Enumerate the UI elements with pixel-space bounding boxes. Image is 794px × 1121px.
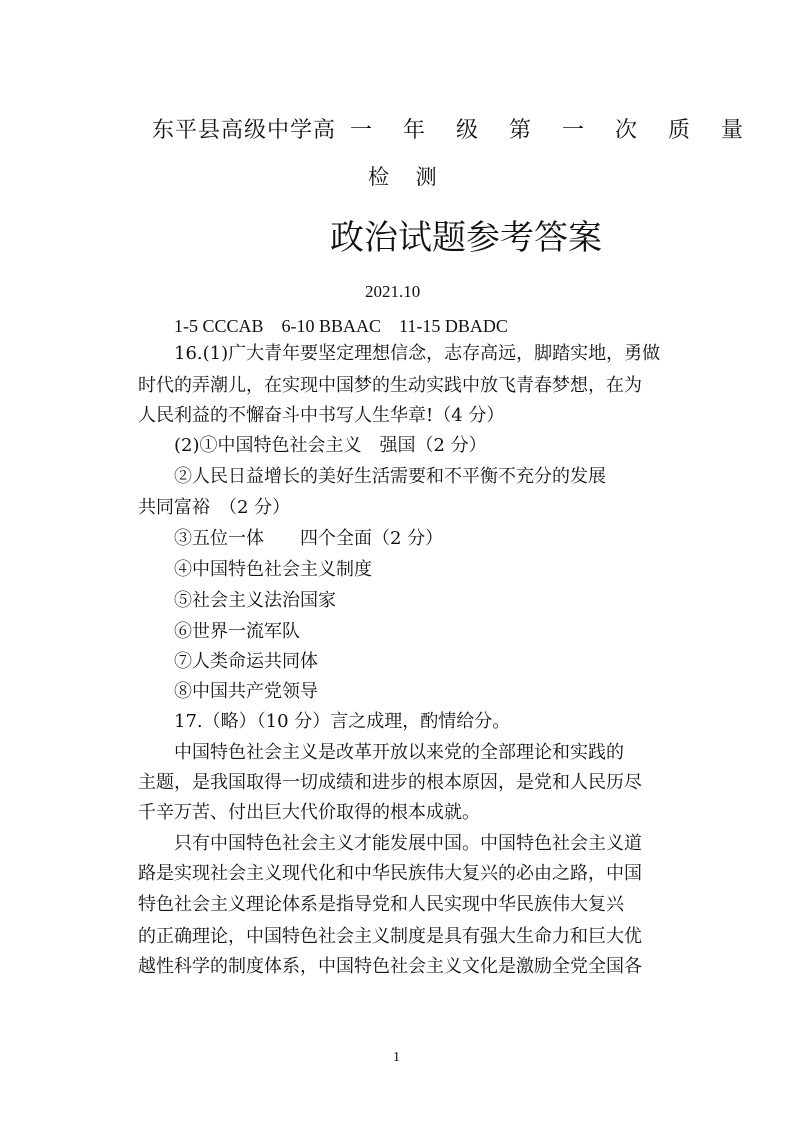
text-line: ⑥世界一流军队 [174,621,300,642]
answer-key-row [174,314,526,338]
text-line: ⑦人类命运共同体 [174,651,318,672]
title-line-2: 检 测 [368,165,447,189]
text-line: 特色社会主义理论体系是指导党和人民实现中华民族伟大复兴 [138,894,624,915]
text-line: ③五位一体 四个全面（2 分） [174,528,444,549]
text-line: 主题，是我国取得一切成绩和进步的根本原因，是党和人民历尽 [138,772,642,793]
text-line: 只有中国特色社会主义才能发展中国。中国特色社会主义道 [174,833,642,854]
text-line: ⑧中国共产党领导 [174,681,318,702]
text-line: ②人民日益增长的美好生活需要和不平衡不充分的发展 [174,466,606,487]
text-line: 时代的弄潮儿，在实现中国梦的生动实践中放飞青春梦想，在为 [138,375,642,396]
text-line: ④中国特色社会主义制度 [174,559,372,580]
text-line: 中国特色社会主义是改革开放以来党的全部理论和实践的 [174,742,624,763]
page-subtitle: 政治试题参考答案 [330,218,602,258]
title-part-2: 一 年 级 第 一 次 质 量 [350,118,755,143]
text-line: 路是实现社会主义现代化和中华民族伟大复兴的必由之路，中国 [138,863,642,884]
text-line: 16.(1)广大青年要坚定理想信念，志存高远，脚踏实地，勇做 [174,343,661,364]
answer-group-2: 6-10 BBAAC [281,316,382,336]
answer-group-3: 11-15 DBADC [399,316,508,336]
answer-group-1: 1-5 CCCAB [174,316,264,336]
date: 2021.10 [365,282,421,301]
text-line: 17.（略）（10 分）言之成理，酌情给分。 [174,711,511,732]
title-part-1: 东平县高级中学高 [152,118,337,143]
text-line: 共同富裕 （2 分） [138,497,291,518]
text-line: 的正确理论，中国特色社会主义制度是具有强大生命力和巨大优 [138,926,642,947]
text-line: 人民利益的不懈奋斗中书写人生华章!（4 分） [138,405,505,426]
text-line: ⑤社会主义法治国家 [174,590,336,611]
title-line-1 [152,113,755,144]
text-line: 千辛万苦、付出巨大代价取得的根本成就。 [138,802,480,823]
page-number: 1 [393,1050,400,1065]
text-line: (2)①中国特色社会主义 强国（2 分） [174,435,487,456]
text-line: 越性科学的制度体系，中国特色社会主义文化是激励全党全国各 [138,956,642,977]
